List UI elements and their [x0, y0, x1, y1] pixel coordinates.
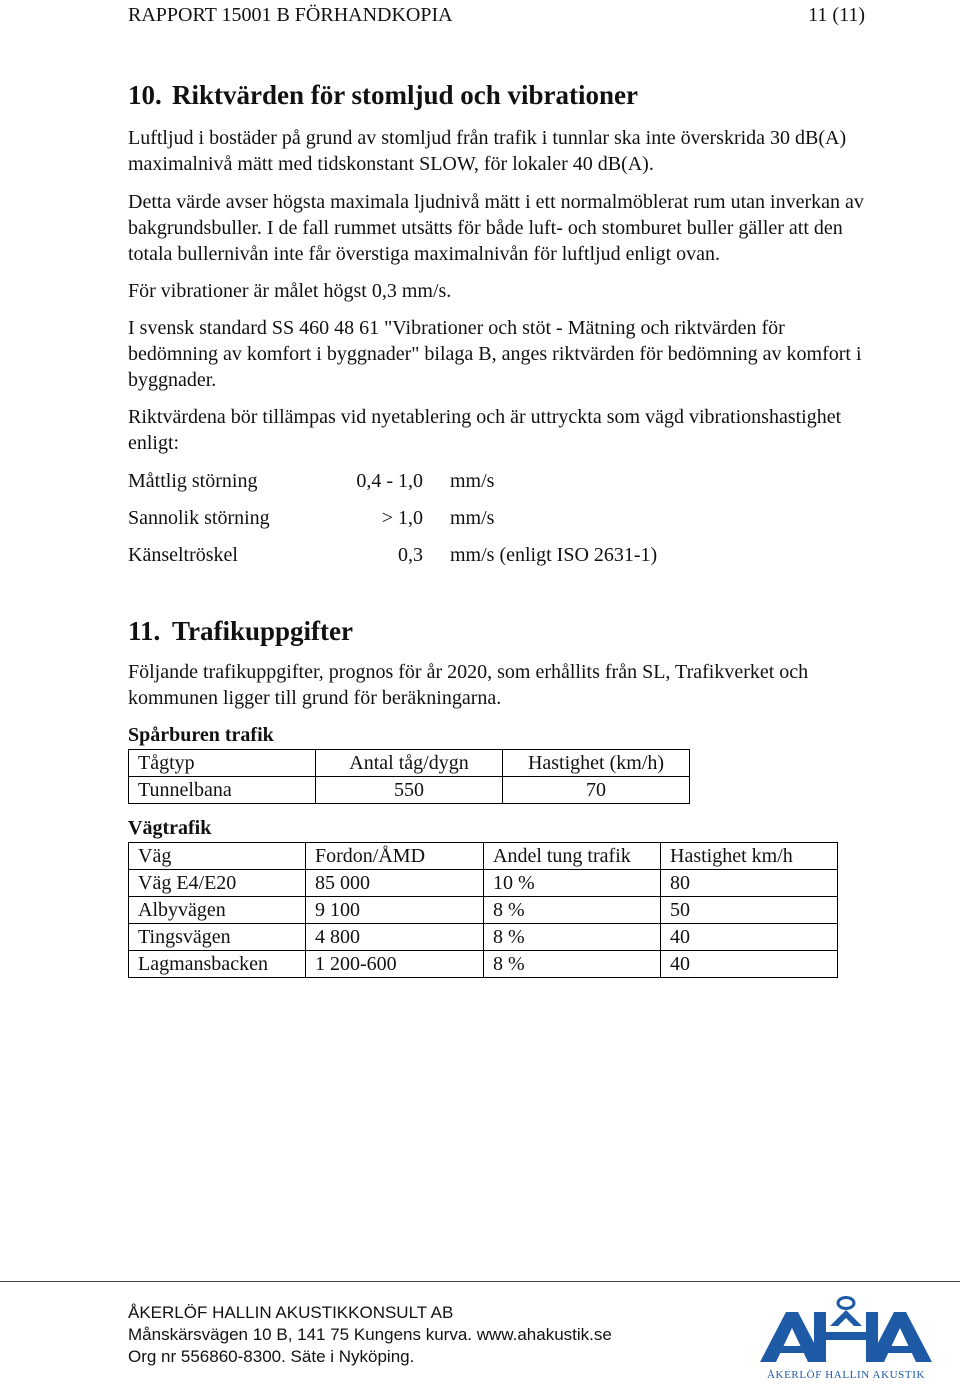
- page-footer: [128, 1302, 612, 1368]
- limit-row: [128, 542, 868, 568]
- table-cell: 9 100: [306, 897, 484, 924]
- table-cell: 1 200-600: [306, 951, 484, 978]
- table-row: [129, 951, 838, 978]
- limit-value: > 1,0: [381, 507, 423, 529]
- section-title: Riktvärden för stomljud och vibrationer: [172, 80, 638, 110]
- table-row: [129, 897, 838, 924]
- aha-logo-icon: [750, 1296, 942, 1382]
- road-heading: Vägtrafik: [128, 817, 212, 839]
- company-address: Månskärsvägen 10 B, 141 75 Kungens kurva. www.ahakustik.se: [128, 1325, 612, 1344]
- vibration-limits: [128, 468, 868, 568]
- limit-unit: mm/s (enligt ISO 2631-1): [450, 544, 658, 566]
- paragraph: Luftljud i bostäder på grund av stomljud från trafik i tunnlar ska inte överskrida 30 dB(A) maximalnivå mätt med tidskonstant SLOW, för lokaler 40 dB(A).: [128, 127, 847, 175]
- table-cell: 8 %: [484, 924, 661, 951]
- document-body: [128, 78, 868, 978]
- company-name: ÅKERLÖF HALLIN AKUSTIKKONSULT AB: [128, 1303, 454, 1322]
- section-title: Trafikuppgifter: [172, 616, 353, 646]
- table-cell: 10 %: [484, 870, 661, 897]
- table-cell: 8 %: [484, 951, 661, 978]
- column-header: Hastighet (km/h): [503, 750, 690, 777]
- column-header: Väg: [129, 843, 306, 870]
- page-number: 11 (11): [808, 4, 865, 26]
- limit-label: Måttlig störning: [128, 470, 258, 492]
- footer-divider: [0, 1281, 960, 1282]
- limit-label: Sannolik störning: [128, 507, 270, 529]
- limit-row: [128, 505, 868, 531]
- limit-label: Känseltröskel: [128, 544, 238, 566]
- table-cell: Tunnelbana: [129, 777, 316, 804]
- report-title: RAPPORT 15001 B FÖRHANDKOPIA: [128, 4, 453, 26]
- table-cell: 8 %: [484, 897, 661, 924]
- table-header-row: [129, 843, 838, 870]
- limit-unit: mm/s: [450, 470, 495, 492]
- table-row: [129, 924, 838, 951]
- paragraph: I svensk standard SS 460 48 61 "Vibrationer och stöt - Mätning och riktvärden för bedömning av komfort i byggnader" bilaga B, anges riktvärden för bedömning av komfort i byggnader.: [128, 317, 862, 391]
- table-cell: 80: [661, 870, 838, 897]
- table-row: [129, 777, 690, 804]
- section-10-heading: [128, 78, 868, 112]
- table-cell: Albyvägen: [129, 897, 306, 924]
- table-cell: 4 800: [306, 924, 484, 951]
- section-11-heading: [128, 614, 868, 648]
- column-header: Fordon/ÅMD: [306, 843, 484, 870]
- section-number: 10.: [128, 80, 162, 110]
- column-header: Antal tåg/dygn: [316, 750, 503, 777]
- table-cell: 85 000: [306, 870, 484, 897]
- table-cell: 50: [661, 897, 838, 924]
- paragraph: Följande trafikuppgifter, prognos för år 2020, som erhållits från SL, Trafikverket och kommunen ligger till grund för beräkningarna.: [128, 661, 809, 709]
- table-cell: Lagmansbacken: [129, 951, 306, 978]
- logo-text: ÅKERLÖF HALLIN AKUSTIK: [766, 1369, 926, 1381]
- table-header-row: [129, 750, 690, 777]
- rail-table: [128, 749, 690, 804]
- paragraph: Riktvärdena bör tillämpas vid nyetablering och är uttryckta som vägd vibrationshastighet enligt:: [128, 406, 842, 454]
- table-cell: 550: [316, 777, 503, 804]
- table-cell: 40: [661, 924, 838, 951]
- table-cell: 70: [503, 777, 690, 804]
- road-table: [128, 842, 838, 978]
- section-number: 11.: [128, 616, 161, 646]
- rail-heading: Spårburen trafik: [128, 724, 274, 746]
- table-cell: 40: [661, 951, 838, 978]
- limit-value: 0,4 - 1,0: [356, 470, 423, 492]
- limit-unit: mm/s: [450, 507, 495, 529]
- table-row: [129, 870, 838, 897]
- table-cell: Väg E4/E20: [129, 870, 306, 897]
- company-org: Org nr 556860-8300. Säte i Nyköping.: [128, 1347, 415, 1366]
- page-header: [128, 4, 865, 28]
- column-header: Hastighet km/h: [661, 843, 838, 870]
- limit-value: 0,3: [398, 544, 423, 566]
- paragraph: För vibrationer är målet högst 0,3 mm/s.: [128, 280, 452, 302]
- column-header: Tågtyp: [129, 750, 316, 777]
- paragraph: Detta värde avser högsta maximala ljudnivå mätt i ett normalmöblerat rum utan inverkan av bakgrundsbuller. I de fall rummet utsätts för både luft- och stomburet buller gäller att den totala bullernivån inte får överstiga maximalnivån för luftljud enligt ovan.: [128, 191, 864, 265]
- limit-row: [128, 468, 868, 494]
- table-cell: Tingsvägen: [129, 924, 306, 951]
- column-header: Andel tung trafik: [484, 843, 661, 870]
